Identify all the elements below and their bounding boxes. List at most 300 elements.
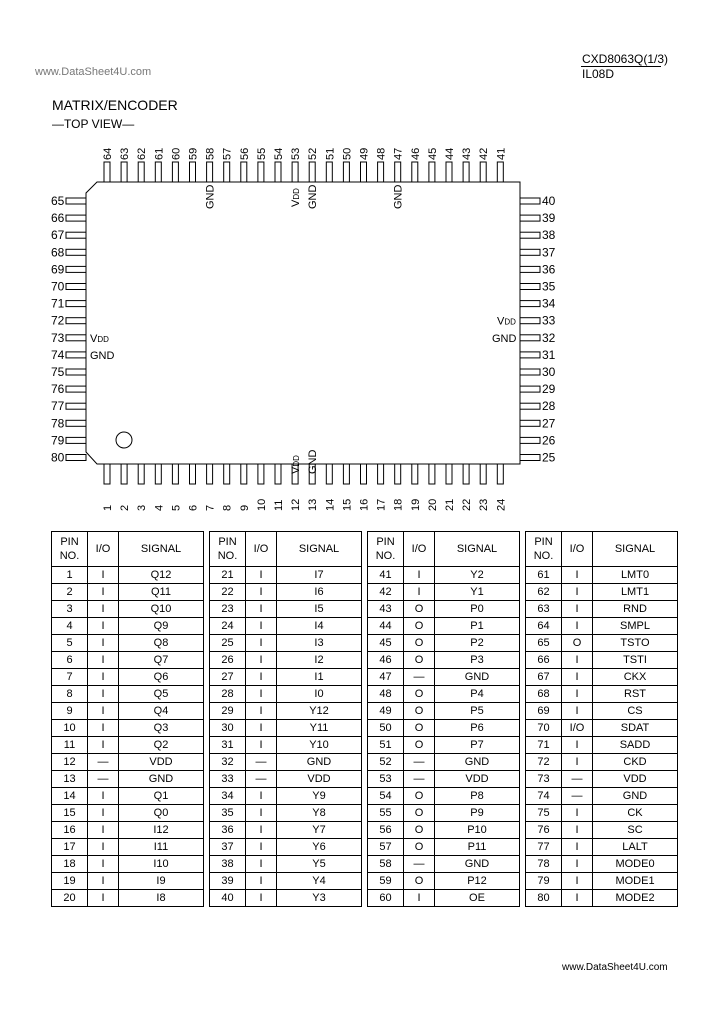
table-row xyxy=(52,805,678,822)
pin-no-cell: 13 xyxy=(52,771,88,788)
pin-number-top: 44 xyxy=(444,147,456,160)
pin-lead-bottom xyxy=(378,464,384,484)
table-row xyxy=(52,584,678,601)
pin-lead-top xyxy=(104,162,110,182)
pin-table xyxy=(51,531,678,907)
io-cell: I xyxy=(246,601,277,618)
pin-number-bottom: 15 xyxy=(341,498,354,511)
io-cell: O xyxy=(404,652,435,669)
pin-number-top: 54 xyxy=(273,147,285,160)
pin-no-cell: 60 xyxy=(368,890,404,907)
pin-lead-right xyxy=(520,437,540,443)
io-cell: I xyxy=(88,890,119,907)
signal-cell: I1 xyxy=(277,669,362,686)
pin-number-bottom: 9 xyxy=(238,504,251,511)
pin-lead-top xyxy=(121,162,127,182)
pin-no-cell: 14 xyxy=(52,788,88,805)
io-cell: I xyxy=(562,703,593,720)
pin-number-right: 31 xyxy=(542,347,556,362)
signal-cell: Q8 xyxy=(119,635,204,652)
pin-number-right: 40 xyxy=(542,194,556,208)
pin-number-bottom: 5 xyxy=(170,504,183,511)
pin-number-bottom: 17 xyxy=(375,498,388,511)
io-cell: I xyxy=(562,601,593,618)
pin-lead-top xyxy=(446,162,452,182)
pin-lead-bottom xyxy=(463,464,469,484)
io-cell: I xyxy=(562,822,593,839)
io-cell: I xyxy=(246,873,277,890)
pin-no-cell: 64 xyxy=(526,618,562,635)
pin-number-left: 70 xyxy=(51,279,65,294)
signal-cell: GND xyxy=(277,754,362,771)
signal-cell: I12 xyxy=(119,822,204,839)
signal-cell: P9 xyxy=(435,805,520,822)
signal-cell: P2 xyxy=(435,635,520,652)
signal-cell: I9 xyxy=(119,873,204,890)
io-cell: I xyxy=(562,584,593,601)
pin-lead-top xyxy=(497,162,503,182)
signal-cell: Q2 xyxy=(119,737,204,754)
pin-no-cell: 11 xyxy=(52,737,88,754)
signal-cell: P5 xyxy=(435,703,520,720)
pin-no-cell: 12 xyxy=(52,754,88,771)
pin-no-cell: 76 xyxy=(526,822,562,839)
pin-number-top: 61 xyxy=(153,147,166,160)
pin-no-cell: 16 xyxy=(52,822,88,839)
pin-no-cell: 78 xyxy=(526,856,562,873)
signal-cell: Q1 xyxy=(119,788,204,805)
pin-lead-top xyxy=(207,162,213,182)
pin-no-cell: 55 xyxy=(368,805,404,822)
io-cell: I xyxy=(88,873,119,890)
pin-lead-left xyxy=(66,198,86,204)
signal-cell: VDD xyxy=(435,771,520,788)
header-signal: SIGNAL xyxy=(119,532,204,567)
table-row xyxy=(52,873,678,890)
pin-lead-right xyxy=(520,249,540,255)
pin-lead-left xyxy=(66,301,86,307)
pin-lead-top xyxy=(412,162,418,182)
pin-number-bottom: 16 xyxy=(358,498,371,511)
signal-cell: Q0 xyxy=(119,805,204,822)
signal-cell: Y5 xyxy=(277,856,362,873)
pin-lead-top xyxy=(361,162,367,182)
signal-cell: MODE1 xyxy=(593,873,678,890)
signal-cell: MODE2 xyxy=(593,890,678,907)
io-cell: I xyxy=(246,805,277,822)
pin-no-cell: 19 xyxy=(52,873,88,890)
pin-no-cell: 53 xyxy=(368,771,404,788)
signal-cell: I11 xyxy=(119,839,204,856)
pin-lead-top xyxy=(378,162,384,182)
pin-lead-right xyxy=(520,232,540,238)
chip-body xyxy=(86,182,520,464)
pin-no-cell: 32 xyxy=(210,754,246,771)
pin-lead-right xyxy=(520,284,540,290)
pin-number-top: 50 xyxy=(341,147,354,160)
pin-lead-right xyxy=(520,198,540,204)
signal-cell: SMPL xyxy=(593,618,678,635)
pin-number-top: 57 xyxy=(221,147,234,160)
internal-label-gnd: GND xyxy=(90,349,115,362)
pin-no-cell: 66 xyxy=(526,652,562,669)
pin-no-cell: 61 xyxy=(526,567,562,584)
signal-cell: Y6 xyxy=(277,839,362,856)
table-row xyxy=(52,635,678,652)
pin-number-left: 76 xyxy=(51,382,65,397)
pin-number-top: 59 xyxy=(187,147,200,160)
io-cell: — xyxy=(404,754,435,771)
pin-no-cell: 27 xyxy=(210,669,246,686)
io-cell: I xyxy=(88,805,119,822)
pin-lead-top xyxy=(190,162,196,182)
pin-lead-top xyxy=(343,162,349,182)
pin-number-top: 62 xyxy=(136,147,149,160)
table-row xyxy=(52,601,678,618)
pin-lead-top xyxy=(172,162,178,182)
pin-no-cell: 65 xyxy=(526,635,562,652)
pin-number-right: 25 xyxy=(542,450,556,465)
pin-lead-bottom xyxy=(207,464,213,484)
pin-number-right: 33 xyxy=(542,313,556,328)
signal-cell: TSTO xyxy=(593,635,678,652)
pin-lead-bottom xyxy=(343,464,349,484)
signal-cell: GND xyxy=(435,856,520,873)
pin-no-cell: 6 xyxy=(52,652,88,669)
signal-cell: OE xyxy=(435,890,520,907)
signal-cell: GND xyxy=(119,771,204,788)
signal-cell: CKX xyxy=(593,669,678,686)
pin-no-cell: 30 xyxy=(210,720,246,737)
pin-number-top: 55 xyxy=(255,147,268,160)
pin-number-bottom: 12 xyxy=(290,498,303,511)
pin-no-cell: 38 xyxy=(210,856,246,873)
doc-code: IL08D xyxy=(582,67,615,81)
io-cell: I xyxy=(404,890,435,907)
pin-lead-bottom xyxy=(104,464,110,484)
pin-number-bottom: 2 xyxy=(119,504,132,511)
pin-number-bottom: 23 xyxy=(478,498,491,511)
pin-number-bottom: 18 xyxy=(392,498,405,511)
pin-no-cell: 15 xyxy=(52,805,88,822)
header-pin-no: PIN NO. xyxy=(210,532,246,567)
signal-cell: GND xyxy=(435,669,520,686)
io-cell: — xyxy=(88,771,119,788)
watermark-bottom[interactable]: www.DataSheet4U.com xyxy=(562,962,668,973)
pin-no-cell: 10 xyxy=(52,720,88,737)
pin-no-cell: 59 xyxy=(368,873,404,890)
view-label-text: TOP VIEW xyxy=(64,117,123,131)
pin-number-left: 66 xyxy=(51,211,65,226)
io-cell: O xyxy=(562,635,593,652)
io-cell: I xyxy=(246,567,277,584)
pin-no-cell: 39 xyxy=(210,873,246,890)
io-cell: I xyxy=(246,686,277,703)
pin-no-cell: 22 xyxy=(210,584,246,601)
pin-lead-right xyxy=(520,369,540,375)
pin-lead-right xyxy=(520,455,540,461)
pin-number-bottom: 8 xyxy=(221,504,234,511)
table-row xyxy=(52,771,678,788)
signal-cell: P10 xyxy=(435,822,520,839)
pin-number-right: 32 xyxy=(542,330,556,345)
signal-cell: P1 xyxy=(435,618,520,635)
pin-number-right: 34 xyxy=(542,296,556,311)
io-cell: I xyxy=(88,720,119,737)
pin-no-cell: 70 xyxy=(526,720,562,737)
io-cell: I xyxy=(246,618,277,635)
signal-cell: I6 xyxy=(277,584,362,601)
pin-no-cell: 52 xyxy=(368,754,404,771)
pin-no-cell: 67 xyxy=(526,669,562,686)
pin-number-left: 78 xyxy=(51,416,65,431)
pin-no-cell: 29 xyxy=(210,703,246,720)
io-cell: I/O xyxy=(562,720,593,737)
pin-lead-bottom xyxy=(224,464,230,484)
pin-lead-right xyxy=(520,335,540,341)
pin-lead-left xyxy=(66,403,86,409)
signal-cell: Q4 xyxy=(119,703,204,720)
pin-lead-right xyxy=(520,403,540,409)
pin-number-left: 72 xyxy=(51,313,65,328)
signal-cell: MODE0 xyxy=(593,856,678,873)
header-pin-no: PIN NO. xyxy=(368,532,404,567)
internal-label-vdd: VDD xyxy=(290,455,303,474)
pin-lead-bottom xyxy=(121,464,127,484)
io-cell: O xyxy=(404,635,435,652)
pin-no-cell: 69 xyxy=(526,703,562,720)
signal-cell: VDD xyxy=(593,771,678,788)
pin-number-right: 27 xyxy=(542,416,556,431)
internal-label-gnd: GND xyxy=(392,184,405,209)
pin-number-top: 63 xyxy=(119,147,132,160)
internal-label-gnd: GND xyxy=(492,332,517,345)
pin-number-bottom: 1 xyxy=(102,504,114,511)
pin-number-bottom: 24 xyxy=(495,498,508,511)
pin-no-cell: 51 xyxy=(368,737,404,754)
pin-lead-top xyxy=(275,162,281,182)
pin-number-top: 41 xyxy=(495,147,508,160)
pin-number-left: 67 xyxy=(51,228,65,243)
pin-lead-left xyxy=(66,420,86,426)
io-cell: — xyxy=(404,856,435,873)
io-cell: I xyxy=(562,669,593,686)
pin-no-cell: 1 xyxy=(52,567,88,584)
pin-no-cell: 33 xyxy=(210,771,246,788)
pin-lead-top xyxy=(326,162,332,182)
signal-cell: Q5 xyxy=(119,686,204,703)
pin-lead-top xyxy=(429,162,435,182)
pin-no-cell: 48 xyxy=(368,686,404,703)
pin-number-bottom: 13 xyxy=(307,498,320,511)
signal-cell: Y8 xyxy=(277,805,362,822)
pin-number-bottom: 20 xyxy=(426,498,439,511)
pin-number-bottom: 10 xyxy=(255,498,268,511)
internal-label-gnd: GND xyxy=(307,449,320,474)
io-cell: O xyxy=(404,703,435,720)
pin-number-left: 79 xyxy=(51,433,65,448)
table-row xyxy=(52,669,678,686)
table-row xyxy=(52,754,678,771)
signal-cell: Q10 xyxy=(119,601,204,618)
io-cell: I xyxy=(88,601,119,618)
signal-cell: P8 xyxy=(435,788,520,805)
pin-number-bottom: 22 xyxy=(461,498,474,511)
pin-lead-top xyxy=(292,162,298,182)
pin-no-cell: 8 xyxy=(52,686,88,703)
io-cell: — xyxy=(246,771,277,788)
pin-no-cell: 50 xyxy=(368,720,404,737)
pin-lead-bottom xyxy=(395,464,401,484)
pin-no-cell: 44 xyxy=(368,618,404,635)
pin-number-right: 28 xyxy=(542,399,556,414)
io-cell: I xyxy=(246,720,277,737)
io-cell: I xyxy=(246,635,277,652)
pin-lead-bottom xyxy=(326,464,332,484)
io-cell: I xyxy=(404,567,435,584)
pin-lead-left xyxy=(66,318,86,324)
pin-no-cell: 49 xyxy=(368,703,404,720)
pin-no-cell: 20 xyxy=(52,890,88,907)
signal-cell: VDD xyxy=(277,771,362,788)
pin-number-right: 39 xyxy=(542,211,556,226)
signal-cell: Q11 xyxy=(119,584,204,601)
signal-cell: I3 xyxy=(277,635,362,652)
pin-number-left: 80 xyxy=(51,450,65,465)
header-signal: SIGNAL xyxy=(277,532,362,567)
pin-lead-top xyxy=(480,162,486,182)
io-cell: I xyxy=(562,839,593,856)
pin-no-cell: 62 xyxy=(526,584,562,601)
io-cell: I xyxy=(562,652,593,669)
table-row xyxy=(52,567,678,584)
pin-no-cell: 2 xyxy=(52,584,88,601)
pin-number-bottom: 4 xyxy=(153,504,166,511)
signal-cell: Y3 xyxy=(277,890,362,907)
pin-lead-left xyxy=(66,266,86,272)
table-row xyxy=(52,720,678,737)
io-cell: — xyxy=(562,788,593,805)
signal-cell: Y10 xyxy=(277,737,362,754)
watermark-top[interactable]: www.DataSheet4U.com xyxy=(35,66,152,78)
io-cell: — xyxy=(404,771,435,788)
io-cell: I xyxy=(562,737,593,754)
pin-number-top: 43 xyxy=(461,147,474,160)
pin-no-cell: 75 xyxy=(526,805,562,822)
signal-cell: I5 xyxy=(277,601,362,618)
pin-lead-top xyxy=(241,162,247,182)
pin-lead-bottom xyxy=(172,464,178,484)
table-row xyxy=(52,686,678,703)
header-io: I/O xyxy=(562,532,593,567)
pin-lead-left xyxy=(66,215,86,221)
pin-no-cell: 63 xyxy=(526,601,562,618)
pin-lead-top xyxy=(463,162,469,182)
io-cell: O xyxy=(404,618,435,635)
pin-lead-left xyxy=(66,352,86,358)
pin-number-bottom: 19 xyxy=(409,498,422,511)
pin-number-right: 35 xyxy=(542,279,556,294)
pin-number-bottom: 7 xyxy=(204,504,217,511)
io-cell: O xyxy=(404,720,435,737)
pin-lead-right xyxy=(520,318,540,324)
pin-number-top: 42 xyxy=(478,147,491,160)
pin-number-bottom: 21 xyxy=(444,498,456,511)
pin-number-left: 77 xyxy=(51,399,65,414)
pin-no-cell: 57 xyxy=(368,839,404,856)
pin-no-cell: 46 xyxy=(368,652,404,669)
pin-number-top: 47 xyxy=(392,147,405,160)
pin-lead-right xyxy=(520,420,540,426)
io-cell: I xyxy=(88,703,119,720)
pin-number-left: 68 xyxy=(51,245,65,260)
table-row xyxy=(52,652,678,669)
pin-lead-left xyxy=(66,335,86,341)
pin-lead-right xyxy=(520,215,540,221)
pin-number-left: 65 xyxy=(51,194,65,208)
signal-cell: Q12 xyxy=(119,567,204,584)
signal-cell: SADD xyxy=(593,737,678,754)
pin-lead-right xyxy=(520,386,540,392)
pin-number-top: 49 xyxy=(358,147,371,160)
signal-cell: P4 xyxy=(435,686,520,703)
io-cell: I xyxy=(562,873,593,890)
io-cell: I xyxy=(246,703,277,720)
pin-lead-bottom xyxy=(446,464,452,484)
io-cell: I xyxy=(88,618,119,635)
pin-lead-bottom xyxy=(429,464,435,484)
pin-number-top: 48 xyxy=(375,147,388,160)
signal-cell: Y9 xyxy=(277,788,362,805)
table-row xyxy=(52,856,678,873)
io-cell: I xyxy=(88,856,119,873)
pin-number-top: 51 xyxy=(324,147,337,160)
table-row xyxy=(52,618,678,635)
pin-no-cell: 31 xyxy=(210,737,246,754)
view-label: —TOP VIEW— xyxy=(52,117,135,131)
io-cell: — xyxy=(562,771,593,788)
signal-cell: RST xyxy=(593,686,678,703)
pin-number-left: 71 xyxy=(51,296,65,311)
pin-lead-bottom xyxy=(480,464,486,484)
pin-no-cell: 34 xyxy=(210,788,246,805)
io-cell: O xyxy=(404,873,435,890)
table-row xyxy=(52,788,678,805)
header-signal: SIGNAL xyxy=(435,532,520,567)
signal-cell: Q9 xyxy=(119,618,204,635)
pin-no-cell: 54 xyxy=(368,788,404,805)
pin-no-cell: 58 xyxy=(368,856,404,873)
io-cell: I xyxy=(246,737,277,754)
pin-number-top: 53 xyxy=(290,147,303,160)
signal-cell: LALT xyxy=(593,839,678,856)
table-row xyxy=(52,822,678,839)
diagram-title: MATRIX/ENCODER xyxy=(52,97,178,113)
pin-no-cell: 23 xyxy=(210,601,246,618)
pin-lead-bottom xyxy=(190,464,196,484)
pin-number-left: 75 xyxy=(51,365,65,379)
pin-number-right: 38 xyxy=(542,228,556,243)
pin-lead-left xyxy=(66,437,86,443)
pin-number-right: 37 xyxy=(542,245,556,260)
pin-table-header-row xyxy=(52,532,678,567)
signal-cell: Y4 xyxy=(277,873,362,890)
pin-lead-right xyxy=(520,301,540,307)
pin-number-top: 56 xyxy=(238,147,251,160)
header-pin-no: PIN NO. xyxy=(52,532,88,567)
pin-number-bottom: 11 xyxy=(273,499,285,511)
io-cell: I xyxy=(246,584,277,601)
